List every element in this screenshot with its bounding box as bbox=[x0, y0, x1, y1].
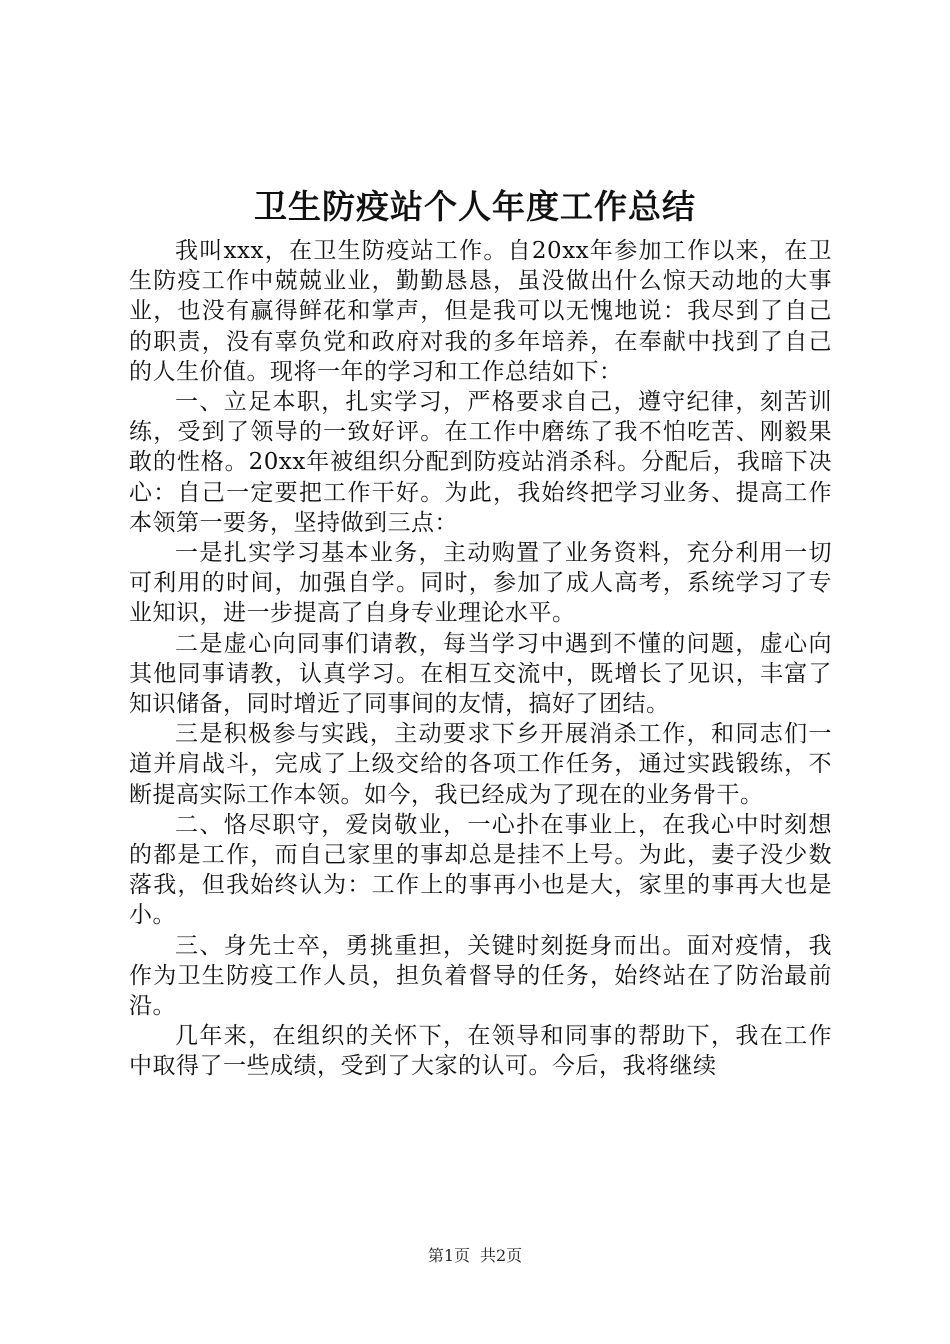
paragraph-section-two: 二、恪尽职守，爱岗敬业，一心扑在事业上，在我心中时刻想的都是工作，而自己家里的事却总是挂不上号。为此，妻子没少数落我，但我始终认为：工作上的事再小也是大，家里的事再大也是小。 bbox=[129, 811, 832, 929]
paragraph-point-one: 一是扎实学习基本业务，主动购置了业务资料，充分利用一切可利用的时间，加强自学。同时，参加了成人高考，系统学习了专业知识，进一步提高了自身专业理论水平。 bbox=[129, 540, 832, 627]
paragraph-point-three: 三是积极参与实践，主动要求下乡开展消杀工作，和同志们一道并肩战斗，完成了上级交给的各项工作任务，通过实践锻练，不断提高实际工作本领。如今，我已经成为了现在的业务骨干。 bbox=[129, 721, 832, 808]
document-title: 卫生防疫站个人年度工作总结 bbox=[254, 187, 696, 226]
paragraph-closing: 几年来，在组织的关怀下，在领导和同事的帮助下，我在工作中取得了一些成绩，受到了大家的认可。今后，我将继续 bbox=[129, 1023, 832, 1080]
paragraph-intro: 我叫xxx，在卫生防疫站工作。自20xx年参加工作以来，在卫生防疫工作中兢兢业业，勤勤恳恳，虽没做出什么惊天动地的大事业，也没有赢得鲜花和掌声，但是我可以无愧地说：我尽到了自己的职责，没有辜负党和政府对我的多年培养，在奉献中找到了自己的人生价值。现将一年的学习和工作总结如下： bbox=[129, 238, 832, 385]
document-body bbox=[129, 236, 832, 1082]
paragraph-point-two: 二是虚心向同事们请教，每当学习中遇到不懂的问题，虚心向其他同事请教，认真学习。在相互交流中，既增长了见识，丰富了知识储备，同时增近了同事间的友情，搞好了团结。 bbox=[129, 630, 832, 718]
paragraph-section-three: 三、身先士卒，勇挑重担，关键时刻挺身而出。面对疫情，我作为卫生防疫工作人员，担负着督导的任务，始终站在了防治最前沿。 bbox=[129, 932, 832, 1020]
page-number-current: 第1页 bbox=[427, 1246, 470, 1265]
page-number-total: 共2页 bbox=[480, 1246, 523, 1265]
paragraph-section-one: 一、立足本职，扎实学习，严格要求自己，遵守纪律，刻苦训练，受到了领导的一致好评。在工作中磨练了我不怕吃苦、刚毅果敢的性格。20xx年被组织分配到防疫站消杀科。分配后，我暗下决心：自己一定要把工作干好。为此，我始终把学习业务、提高工作本领第一要务，坚持做到三点： bbox=[129, 389, 832, 536]
page-footer bbox=[0, 1246, 950, 1266]
